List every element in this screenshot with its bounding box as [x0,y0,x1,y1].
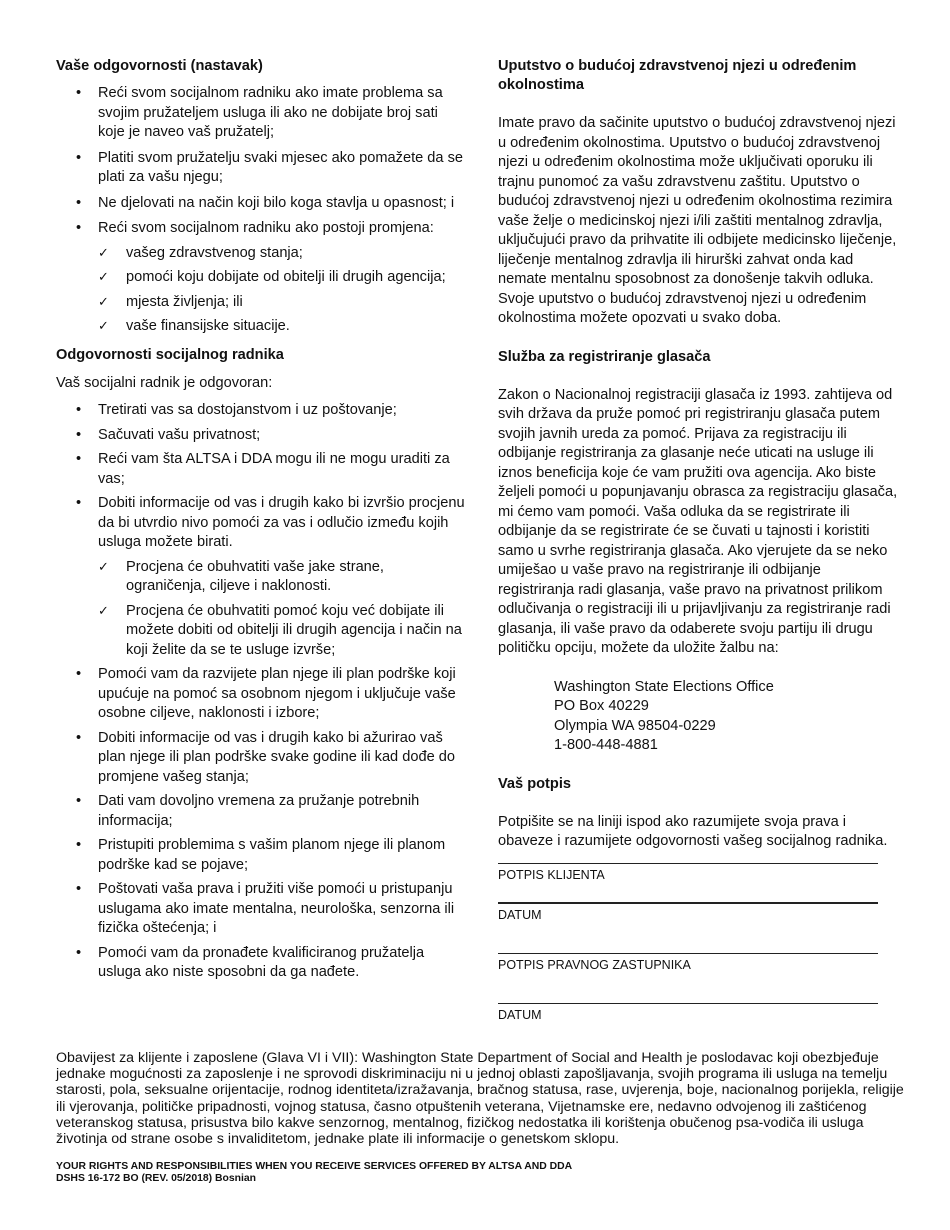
list-item: • Dati vam dovoljno vremena za pružanje potrebnih informacija; [56,792,466,831]
representative-signature-line[interactable] [498,953,878,954]
address-line: PO Box 40229 [554,698,649,714]
section-heading-caseworker-responsibilities: Odgovornosti socijalnog radnika [56,346,284,363]
checklist-item: ✓ mjesta življenja; ili [56,293,466,313]
client-date-line[interactable] [498,902,878,904]
list-item: • Pomoći vam da razvijete plan njege ili plan podrške koji upućuje na pomoć sa osobnom njegom i uključuje vaše osobne ciljeve, naklonosti i izbore; [56,665,466,724]
list-item: • Poštovati vaša prava i pružiti više pomoći u pristupanju uslugama ako imate mentalna, neurološka, senzorna ili fizička oštećenja; i [56,880,466,939]
representative-signature-label: POTPIS PRAVNOG ZASTUPNIKA [498,957,691,972]
caseworker-intro: Vaš socijalni radnik je odgovoran: [56,374,273,391]
list-item: • Ne djelovati na način koji bilo koga stavlja u opasnost; i [56,194,466,214]
right-column [498,57,900,1022]
list-item: • Dobiti informacije od vas i drugih kako bi ažurirao vaš plan njege ili plan podrške svake godine ili kad dođe do promjene vašeg stanja; [56,729,466,788]
section-heading-client-responsibilities: Vaše odgovornosti (nastavak) [56,58,263,74]
client-signature-label: POTPIS KLIJENTA [498,867,605,882]
address-line: Washington State Elections Office [554,678,774,695]
representative-date-line[interactable] [498,1003,878,1004]
form-footer [56,1161,906,1185]
list-item: • Platiti svom pružatelju svaki mjesec ako pomažete da se plati za vašu njegu; [56,149,466,188]
section-heading-signature: Vaš potpis [498,775,571,792]
address-line: Olympia WA 98504-0229 [554,717,716,734]
advance-directive-text: Imate pravo da sačinite uputstvo o budućoj zdravstvenoj njezi u određenim okolnostima. Uputstvo o budućoj zdravstvenoj njezi u određenim okolnostima može uključivati oporuku ili trajnu punomoć za vašu zdravstvenu zaštitu. Uputstvo o budućoj zdravstvenoj njezi u određenim okolnostima rezimira vaše želje o medicinskoj njezi i/ili zaštiti mentalnog zdravlja, uključujući pravo da prihvatite ili odbijete medicinsko liječenje, liječenje mentalnog zdravlja ili hirurški zahvat onda kad nemate mentalnu sposobnost za donošenje takvih odluka. Svoje uputstvo o budućoj zdravstvenoj njezi u određenim okolnostima možete opozvati u svako doba. [498,115,897,326]
list-item: • Reći svom socijalnom radniku ako postoji promjena: [56,219,466,239]
section-heading-advance-directive: Uputstvo o budućoj zdravstvenoj njezi u određenim okolnostima [498,58,857,93]
client-responsibilities-list [56,84,466,337]
checklist-item: ✓ vaše finansijske situacije. [56,317,466,337]
checklist-item: ✓ vašeg zdravstvenog stanja; [56,244,466,264]
checklist-item: ✓ Procjena će obuhvatiti vaše jake strane, ograničenja, ciljeve i naklonosti. [56,558,466,597]
list-item: • Pomoći vam da pronađete kvalificiranog pružatelja usluga ako niste sposobni da ga nađete. [56,944,466,983]
checklist-item: ✓ Procjena će obuhvatiti pomoć koju već dobijate ili možete dobiti od obitelji ili drugih agencija i način na koji želite da se te usluge izvrše; [56,602,466,661]
signature-instructions: Potpišite se na liniji ispod ako razumijete svoja prava i obaveze i razumijete odgovornosti vašeg socijalnog radnika. [498,813,888,849]
representative-date-label: DATUM [498,1007,542,1022]
section-heading-voter-registration: Služba za registriranje glasača [498,348,711,365]
list-item: • Tretirati vas sa dostojanstvom i uz poštovanje; [56,401,466,421]
caseworker-responsibilities-list [56,401,466,983]
list-item: • Pristupiti problemima s vašim planom njege ili planom podrške kad se pojave; [56,836,466,875]
list-item: • Dobiti informacije od vas i drugih kako bi izvršio procjenu da bi utvrdio nivo pomoći za vas i odlučio između kojih usluga možete birati. [56,494,466,553]
voter-registration-text: Zakon o Nacionalnoj registraciji glasača iz 1993. zahtijeva od svih država da pruže pomoć pri registriranju glasača putem svojih javnih ureda za pomoć. Prijava za registraciju ili odbijanje registriranja za glasanje neće uticati na usluge ili iznos beneficija koje će vam pružiti ova agencija. Ako biste željeli pomoći u popunjavanju obrasca za registraciju glasača, mi ćemo vam pomoći. Vaša odluka da se registrirate ili odbijanje da se registrirate će se čuvati u tajnosti i koristiti samo u svrhe registriranja glasača. Ako vjerujete da se neko umiješao u vaše pravo na registriranje ili odbijanje registriranja radi glasanja, vaše pravo na privatnost prilikom odlučivanja o registraciji ili u prijavljivanju za registriranje radi glasanja, ili vaše pravo da odaberete svoju partiju ili drugu političku opciju, možete da uložite žalbu na: [498,386,898,656]
left-column [56,57,466,983]
signature-block [498,863,878,1022]
client-date-label: DATUM [498,907,542,922]
checklist-item: ✓ pomoći koju dobijate od obitelji ili drugih agencija; [56,268,466,288]
client-signature-line[interactable] [498,863,878,864]
list-item: • Reći svom socijalnom radniku ako imate problema sa svojim pružateljem usluga ili ako ne dobijate broj sati koje je naveo vaš pružatelj; [56,84,466,143]
list-item: • Reći vam šta ALTSA i DDA mogu ili ne mogu uraditi za vas; [56,450,466,489]
nondiscrimination-notice: Obavijest za klijente i zaposlene (Glava VI i VII): Washington State Department of Social and Health je poslodavac koji obezbjeđuje jednake mogućnosti za zaposlenje i ne sprovodi diskriminaciju ni u jednoj oblasti zapošljavanja, svojih programa ili usluga na temelju starosti, pola, seksualne orijentacije, rodnog identiteta/izražavanja, bračnog statusa, rase, uvjerenja, boje, nacionalnog porijekla, religije ili vjerovanja, političke pripadnosti, vojnog statusa, časno otpuštenih veterana, Vijetnamske ere, nedavno odvojenog ili zaštićenog veteranskog statusa, prisustva bilo kakve senzornog, mentalnog, fizičkog nedostatka ili korištenja obučenog psa-vodiča ili usluga životinja od strane osobe s invaliditetom, jednake plate ili informacije o genetskom sklopu. [56,1050,904,1148]
elections-office-address [498,678,900,756]
form-title: YOUR RIGHTS AND RESPONSIBILITIES WHEN YOU RECEIVE SERVICES OFFERED BY ALTSA AND DDA [56,1161,573,1172]
address-phone: 1-800-448-4881 [554,737,658,753]
form-number: DSHS 16-172 BO (REV. 05/2018) Bosnian [56,1173,257,1184]
list-item: • Sačuvati vašu privatnost; [56,426,466,446]
